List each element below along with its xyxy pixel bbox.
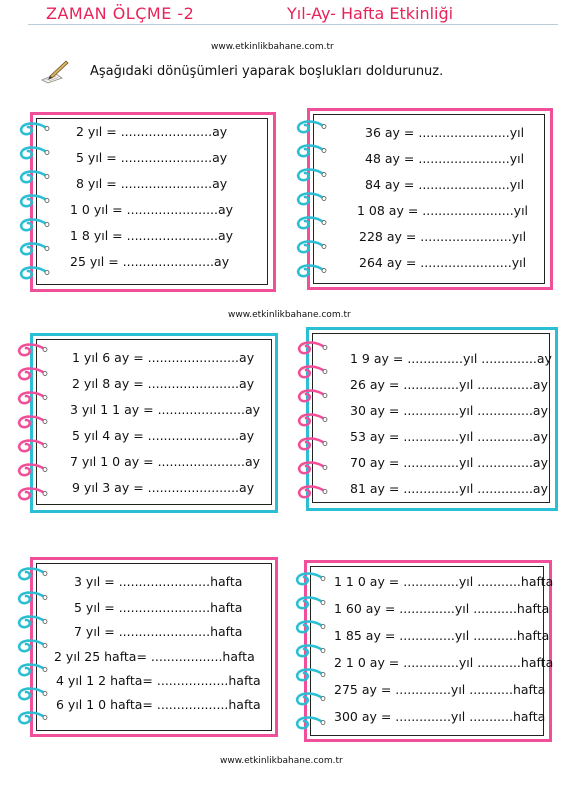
spiral-ring-icon	[296, 387, 330, 405]
spiral-ring-icon	[294, 714, 328, 732]
conversion-line: 9 yıl 3 ay = .......................ay	[72, 480, 255, 495]
spiral-ring-icon	[18, 168, 52, 186]
conversion-line: 300 ay = ..............yıl ...........hafta	[334, 709, 546, 724]
exercise-card-years-to-months	[14, 112, 276, 292]
spiral-ring-icon	[296, 363, 330, 381]
spiral-ring-icon	[16, 365, 50, 383]
spiral-ring-icon	[295, 214, 329, 232]
exercise-card-years-to-weeks	[12, 557, 278, 741]
conversion-line: 8 yıl = .......................ay	[76, 176, 228, 191]
worksheet-title: ZAMAN ÖLÇME -2	[46, 4, 195, 23]
conversion-line: 228 ay = .......................yıl	[359, 229, 527, 244]
conversion-line: 84 ay = .......................yıl	[365, 177, 525, 192]
spiral-ring-icon	[16, 341, 50, 359]
spiral-ring-icon	[294, 642, 328, 660]
conversion-line: 3 yıl = .......................hafta	[74, 574, 243, 589]
conversion-line: 3 yıl 1 1 ay = ......................ay	[70, 402, 261, 417]
worksheet-subtitle: Yıl-Ay- Hafta Etkinliği	[287, 4, 454, 23]
conversion-line: 2 yıl = .......................ay	[76, 124, 228, 139]
spiral-ring-icon	[295, 262, 329, 280]
website-url-top: www.etkinlikbahane.com.tr	[211, 42, 334, 52]
spiral-ring-icon	[18, 240, 52, 258]
spiral-ring-icon	[296, 483, 330, 501]
website-url-middle: www.etkinlikbahane.com.tr	[228, 310, 351, 320]
spiral-ring-icon	[295, 238, 329, 256]
conversion-line: 1 85 ay = ..............yıl ...........hafta	[334, 628, 550, 643]
spiral-ring-icon	[296, 435, 330, 453]
spiral-ring-icon	[295, 142, 329, 160]
conversion-line: 53 ay = ..............yıl ..............ay	[350, 429, 548, 444]
spiral-ring-icon	[294, 690, 328, 708]
instruction-text: Aşağıdaki dönüşümleri yaparak boşlukları doldurunuz.	[90, 64, 444, 79]
spiral-ring-icon	[18, 144, 52, 162]
conversion-line: 5 yıl 4 ay = .......................ay	[72, 428, 255, 443]
spiral-ring-icon	[294, 666, 328, 684]
conversion-line: 6 yıl 1 0 hafta= ..................hafta	[56, 697, 261, 712]
conversion-line: 2 yıl 25 hafta= ..................hafta	[54, 649, 255, 664]
spiral-ring-icon	[18, 192, 52, 210]
conversion-line: 30 ay = ..............yıl ..............ay	[350, 403, 548, 418]
spiral-ring-icon	[16, 709, 50, 727]
conversion-line: 7 yıl = .......................hafta	[74, 624, 243, 639]
spiral-ring-icon	[16, 613, 50, 631]
spiral-ring-icon	[295, 166, 329, 184]
spiral-ring-icon	[294, 570, 328, 588]
spiral-ring-icon	[294, 594, 328, 612]
spiral-ring-icon	[16, 485, 50, 503]
conversion-line: 1 1 0 ay = ..............yıl ...........hafta	[334, 574, 554, 589]
spiral-ring-icon	[296, 339, 330, 357]
spiral-ring-icon	[16, 389, 50, 407]
spiral-ring-icon	[16, 565, 50, 583]
spiral-ring-icon	[16, 637, 50, 655]
spiral-ring-icon	[295, 118, 329, 136]
spiral-ring-icon	[18, 216, 52, 234]
exercise-card-months-to-years-weeks	[290, 560, 552, 744]
conversion-line: 1 9 ay = ..............yıl ..............ay	[350, 351, 552, 366]
conversion-line: 2 1 0 ay = ..............yıl ...........hafta	[334, 655, 554, 670]
conversion-line: 4 yıl 1 2 hafta= ..................hafta	[56, 673, 261, 688]
spiral-ring-icon	[295, 190, 329, 208]
conversion-line: 5 yıl = .......................ay	[76, 150, 228, 165]
conversion-line: 1 08 ay = .......................yıl	[357, 203, 529, 218]
spiral-ring-icon	[16, 413, 50, 431]
conversion-line: 25 yıl = .......................ay	[70, 254, 230, 269]
conversion-line: 70 ay = ..............yıl ..............ay	[350, 455, 548, 470]
spiral-ring-icon	[18, 264, 52, 282]
exercise-card-years-months-to-months	[12, 331, 280, 515]
pen-paper-icon	[40, 58, 70, 84]
title-underline	[28, 24, 558, 25]
spiral-ring-icon	[16, 461, 50, 479]
conversion-line: 1 8 yıl = .......................ay	[70, 228, 234, 243]
conversion-line: 2 yıl 8 ay = .......................ay	[72, 376, 255, 391]
exercise-card-months-to-years	[291, 108, 553, 292]
conversion-line: 48 ay = .......................yıl	[365, 151, 525, 166]
conversion-line: 36 ay = .......................yıl	[365, 125, 525, 140]
conversion-line: 81 ay = ..............yıl ..............ay	[350, 481, 548, 496]
website-url-bottom: www.etkinlikbahane.com.tr	[220, 756, 343, 766]
conversion-line: 275 ay = ..............yıl ...........hafta	[334, 682, 546, 697]
spiral-ring-icon	[296, 411, 330, 429]
conversion-line: 1 yıl 6 ay = .......................ay	[72, 350, 255, 365]
conversion-line: 264 ay = .......................yıl	[359, 255, 527, 270]
spiral-ring-icon	[16, 437, 50, 455]
spiral-ring-icon	[16, 589, 50, 607]
spiral-ring-icon	[294, 618, 328, 636]
spiral-ring-icon	[16, 661, 50, 679]
conversion-line: 5 yıl = .......................hafta	[74, 600, 243, 615]
spiral-ring-icon	[18, 120, 52, 138]
conversion-line: 26 ay = ..............yıl ..............ay	[350, 377, 548, 392]
spiral-ring-icon	[296, 459, 330, 477]
conversion-line: 1 60 ay = ..............yıl ...........hafta	[334, 601, 550, 616]
exercise-card-months-to-years-months	[292, 327, 558, 515]
conversion-line: 1 0 yıl = .......................ay	[70, 202, 234, 217]
spiral-ring-icon	[16, 685, 50, 703]
conversion-line: 7 yıl 1 0 ay = ......................ay	[70, 454, 261, 469]
